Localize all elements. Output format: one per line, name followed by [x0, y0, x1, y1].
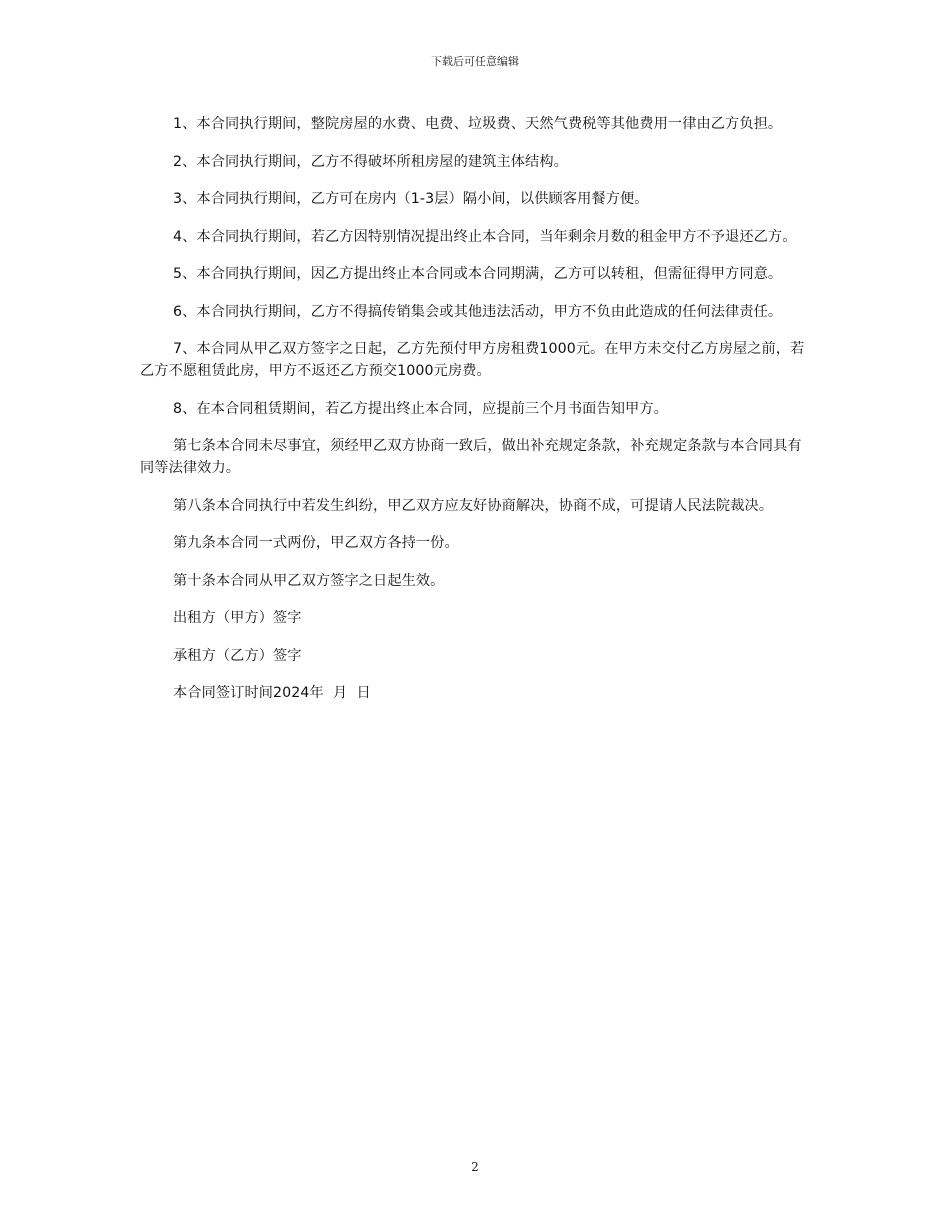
signing-date-line: 本合同签订时间2024年 月 日	[173, 685, 371, 701]
article-8: 第八条本合同执行中若发生纠纷，甲乙双方应友好协商解决，协商不成，可提请人民法院裁决。	[173, 497, 774, 514]
document-body	[140, 113, 810, 720]
clause-8: 8、在本合同租赁期间，若乙方提出终止本合同，应提前三个月书面告知甲方。	[173, 400, 668, 417]
page-number: 2	[471, 1160, 479, 1174]
clause-5: 5、本合同执行期间，因乙方提出终止本合同或本合同期满，乙方可以转租，但需征得甲方同意。	[173, 266, 783, 282]
clause-4: 4、本合同执行期间，若乙方因特别情况提出终止本合同，当年剩余月数的租金甲方不予退还乙方。	[173, 228, 797, 245]
clause-2: 2、本合同执行期间，乙方不得破坏所租房屋的建筑主体结构。	[173, 153, 568, 170]
article-7: 第七条本合同未尽事宜，须经甲乙双方协商一致后，做出补充规定条款，补充规定条款与本合同具有同等法律效力。	[140, 438, 802, 476]
article-9: 第九条本合同一式两份，甲乙双方各持一份。	[173, 535, 459, 551]
clause-7: 7、本合同从甲乙双方签字之日起，乙方先预付甲方房租费1000元。在甲方未交付乙方房屋之前，若乙方不愿租赁此房，甲方不返还乙方预交1000元房费。	[140, 341, 805, 379]
page-header: 下载后可任意编辑	[431, 55, 519, 68]
clause-6: 6、本合同执行期间，乙方不得搞传销集会或其他违法活动，甲方不负由此造成的任何法律责任。	[173, 303, 783, 320]
clause-1: 1、本合同执行期间，整院房屋的水费、电费、垃圾费、天然气费税等其他费用一律由乙方负担。	[173, 116, 783, 132]
article-10: 第十条本合同从甲乙双方签字之日起生效。	[173, 572, 445, 589]
clause-3: 3、本合同执行期间，乙方可在房内（1-3层）隔小间，以供顾客用餐方便。	[173, 191, 649, 207]
lessee-signature-line: 承租方（乙方）签字	[173, 647, 302, 664]
lessor-signature-line: 出租方（甲方）签字	[173, 610, 302, 626]
